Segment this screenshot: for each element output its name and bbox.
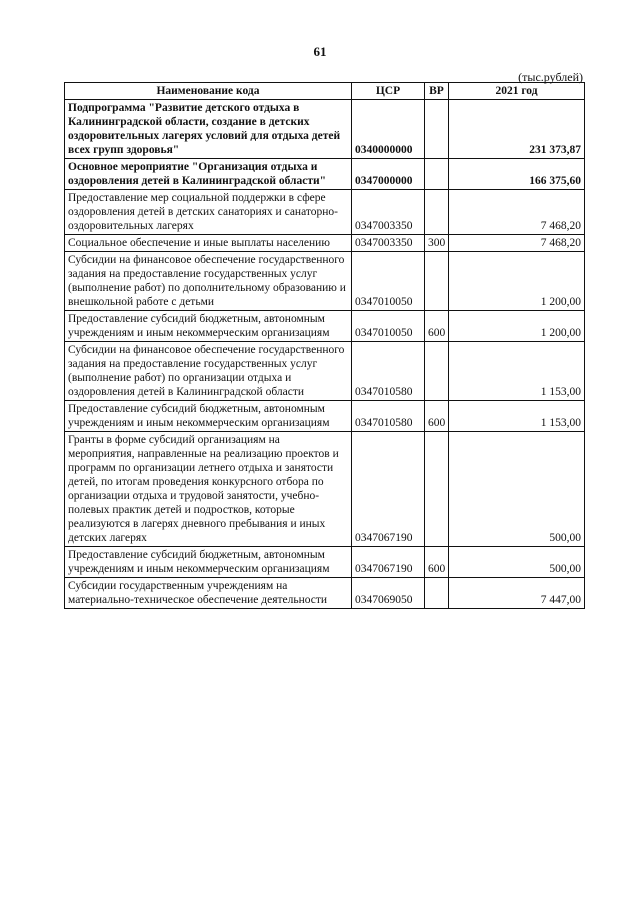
table-row [65,578,585,609]
row-sum: 7 447,00 [449,578,585,609]
row-vr [425,432,449,547]
row-sum: 1 153,00 [449,401,585,432]
row-csr: 0347069050 [352,578,425,609]
row-vr [425,190,449,235]
row-name: Субсидии на финансовое обеспечение государственного задания на предоставление государственных услуг (выполнение работ) по дополнительному образованию и внешкольной работе с детьми [65,252,352,311]
row-vr [425,159,449,190]
table-row [65,401,585,432]
row-sum: 7 468,20 [449,190,585,235]
table-row [65,100,585,159]
page-number: 61 [313,44,327,59]
row-name: Основное мероприятие "Организация отдыха и оздоровления детей в Калининградской области" [65,159,352,190]
row-csr: 0340000000 [352,100,425,159]
row-vr [425,100,449,159]
row-csr: 0347067190 [352,547,425,578]
row-name: Подпрограмма "Развитие детского отдыха в Калининградской области, создание в детских оздоровительных лагерях условий для отдыха детей всех групп здоровья" [65,100,352,159]
row-csr: 0347067190 [352,432,425,547]
table-row [65,190,585,235]
row-name: Субсидии государственным учреждениям на материально-техническое обеспечение деятельности [65,578,352,609]
row-vr: 600 [425,401,449,432]
row-sum: 1 153,00 [449,342,585,401]
row-csr: 0347000000 [352,159,425,190]
row-vr: 600 [425,547,449,578]
row-name: Гранты в форме субсидий организациям на мероприятия, направленные на реализацию проектов и программ по организации летнего отдыха и занятости детей, по итогам проведения конкурсного отбора по организации отдыха и трудовой занятости, учебно-полевых практик детей и подростков, которые реализуются в лагерях дневного пребывания и иных детских лагерях [65,432,352,547]
row-name: Субсидии на финансовое обеспечение государственного задания на предоставление государственных услуг (выполнение работ) по организации отдыха и оздоровления детей в Калининградской области [65,342,352,401]
row-name: Предоставление субсидий бюджетным, автономным учреждениям и иным некоммерческим организациям [65,547,352,578]
row-sum: 1 200,00 [449,311,585,342]
header-vr: ВР [425,83,449,100]
row-name: Предоставление мер социальной поддержки в сфере оздоровления детей в детских санаториях и санаторно-оздоровительных лагерях [65,190,352,235]
row-csr: 0347010050 [352,311,425,342]
header-year: 2021 год [449,83,585,100]
table-row [65,432,585,547]
units-label: (тыс.рублей) [518,70,583,84]
row-csr: 0347010580 [352,342,425,401]
row-csr: 0347003350 [352,235,425,252]
row-vr [425,252,449,311]
row-sum: 231 373,87 [449,100,585,159]
row-csr: 0347010580 [352,401,425,432]
header-csr: ЦСР [352,83,425,100]
row-vr: 300 [425,235,449,252]
table-header-row [65,83,585,100]
row-sum: 500,00 [449,547,585,578]
row-name: Предоставление субсидий бюджетным, автономным учреждениям и иным некоммерческим организациям [65,401,352,432]
row-sum: 166 375,60 [449,159,585,190]
table-row [65,159,585,190]
row-csr: 0347010050 [352,252,425,311]
row-sum: 1 200,00 [449,252,585,311]
row-vr: 600 [425,311,449,342]
row-vr [425,578,449,609]
row-csr: 0347003350 [352,190,425,235]
row-name: Социальное обеспечение и иные выплаты населению [65,235,352,252]
table-row [65,235,585,252]
row-sum: 7 468,20 [449,235,585,252]
header-name: Наименование кода [65,83,352,100]
table-row [65,342,585,401]
table-row [65,252,585,311]
row-name: Предоставление субсидий бюджетным, автономным учреждениям и иным некоммерческим организациям [65,311,352,342]
row-sum: 500,00 [449,432,585,547]
row-vr [425,342,449,401]
budget-table [64,82,585,609]
table-row [65,311,585,342]
table-row [65,547,585,578]
